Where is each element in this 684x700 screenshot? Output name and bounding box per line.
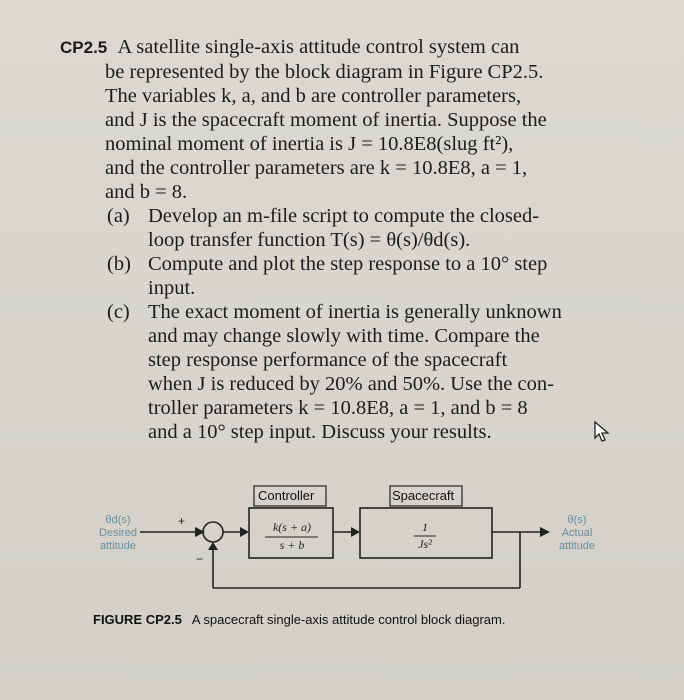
spacecraft-numerator: 1 [422,520,428,534]
block-diagram [0,470,684,630]
part-c-cont-4: troller parameters k = 10.8E8, a = 1, and b = 8 [148,397,528,419]
problem-line-3: The variables k, a, and b are controller parameters, [105,85,522,107]
problem-line-6: and the controller parameters are k = 10.8E8, a = 1, [105,157,528,179]
spacecraft-label: Spacecraft [392,488,455,503]
problem-line-5: nominal moment of inertia is J = 10.8E8(slug ft²), [105,133,514,155]
caption-text: A spacecraft single-axis attitude control block diagram. [191,612,506,627]
problem-line-4: and J is the spacecraft moment of inertia. Suppose the [105,109,547,131]
part-c-cont-5: and a 10° step input. Discuss your results. [148,421,492,443]
problem-id: CP2.5 [60,38,108,57]
part-c-cont-3: when J is reduced by 20% and 50%. Use the con- [148,373,554,395]
controller-numerator: k(s + a) [272,520,312,534]
plus-sign: + [178,514,186,528]
minus-sign: − [196,552,204,566]
part-a: (a) Develop an m-file script to compute the closed- [107,205,540,227]
problem-line-2: be represented by the block diagram in Figure CP2.5. [105,61,544,83]
part-c-cont-2: step response performance of the spacecraft [148,349,508,371]
output-label: θ(s) Actual attitude [558,514,596,552]
controller-denominator: s + b [279,538,305,552]
spacecraft-denominator: Js² [418,537,432,551]
problem-line-1: CP2.5 A satellite single-axis attitude control system can [60,36,520,58]
part-b-cont: input. [148,277,196,299]
figure-caption [93,612,505,627]
part-b: (b) Compute and plot the step response to a 10° step [107,253,548,275]
controller-label: Controller [258,488,315,503]
mouse-pointer-icon [592,420,614,444]
part-a-cont: loop transfer function T(s) = θ(s)/θd(s). [148,229,471,251]
caption-id: FIGURE CP2.5 [93,612,182,627]
problem-line-7: and b = 8. [105,181,188,203]
part-c-cont-1: and may change slowly with time. Compare the [148,325,540,347]
problem-text [60,35,600,444]
part-c: (c) The exact moment of inertia is generally unknown [107,301,562,323]
input-label: θd(s) Desired attitude [99,514,137,552]
